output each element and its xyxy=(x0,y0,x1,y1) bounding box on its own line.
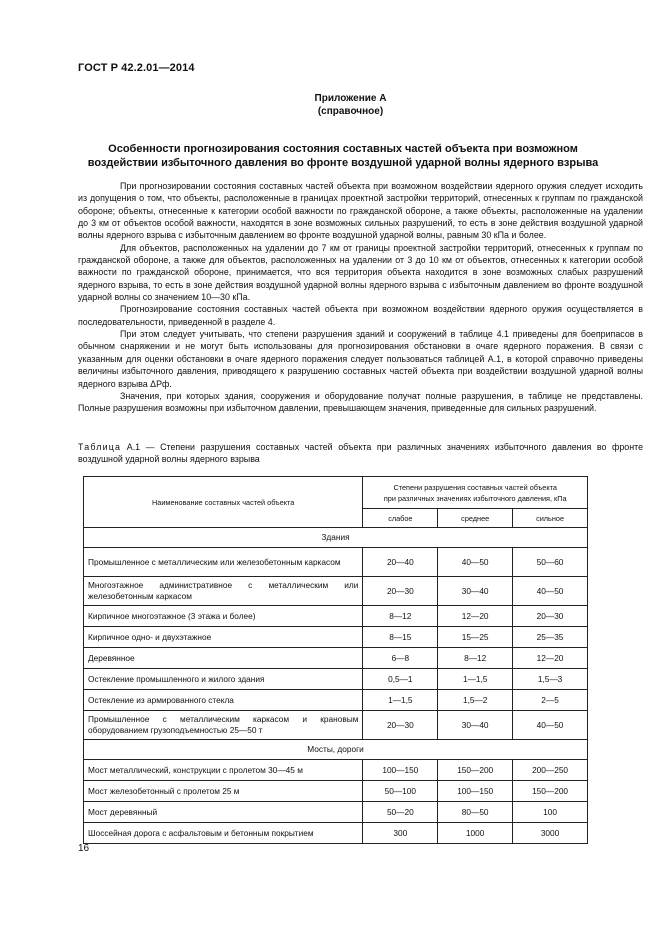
table-cell-value: 25—35 xyxy=(513,627,588,648)
table-cell-value: 80—50 xyxy=(438,802,513,823)
document-code: ГОСТ Р 42.2.01—2014 xyxy=(78,62,195,74)
table-cell-value: 50—60 xyxy=(513,548,588,577)
table-row xyxy=(84,627,588,648)
table-cell-value: 1,5—3 xyxy=(513,669,588,690)
table-cell-value: 20—40 xyxy=(363,548,438,577)
damage-table xyxy=(83,476,588,844)
heading-line-1: Особенности прогнозирования состояния составных частей объекта при возможном xyxy=(108,143,578,155)
table-cell-name: Кирпичное одно- и двухэтажное xyxy=(84,627,363,648)
table-cell-value: 30—40 xyxy=(438,711,513,740)
table-cell-name: Мост деревянный xyxy=(84,802,363,823)
heading-line-2: воздействии избыточного давления во фронте воздушной ударной волны ядерного взрыва xyxy=(87,157,599,169)
table-cell-name: Остекление из армированного стекла xyxy=(84,690,363,711)
table-cell-value: 6—8 xyxy=(363,648,438,669)
column-header-medium: среднее xyxy=(438,509,513,528)
table-cell-value: 20—30 xyxy=(363,577,438,606)
appendix-subtitle: (справочное) xyxy=(317,106,384,117)
paragraph-1: При прогнозировании состояния составных частей объекта при возможном воздействии ядерного оружия следует исходить из допущения о том, что объекты, расположенные в границах проектной застройки территорий, отнесенных к группам по гражданской обороне; объекты, отнесенные к категории особой важности по гражданской обороне, а также объекты, расположенные на удалении до 3 км от объектов особой важности, находятся в зоне возможных сильных разрушений, то есть в зоне действия воздушной ударной волны ядерного взрыва с избыточным давлением во фронте воздушной ударной волны, равным 30 кПа и более. xyxy=(78,181,643,241)
table-cell-value: 40—50 xyxy=(513,711,588,740)
table-section-row xyxy=(84,528,588,548)
table-cell-name: Многоэтажное административное с металлическим или железобетонным каркасом xyxy=(84,577,363,606)
table-caption xyxy=(78,441,643,466)
table-section-title: Здания xyxy=(84,528,588,548)
column-header-group xyxy=(363,477,588,509)
table-cell-name: Мост железобетонный с пролетом 25 м xyxy=(84,781,363,802)
table-cell-name: Мост металлический, конструкции с пролетом 30—45 м xyxy=(84,760,363,781)
table-cell-name: Деревянное xyxy=(84,648,363,669)
paragraph-4: При этом следует учитывать, что степени разрушения зданий и сооружений в таблице 4.1 приведены для боеприпасов в обычном снаряжении и не могут быть использованы для прогнозирования обстановки в очаге ядерного поражения. В связи с указанным для оценки обстановки в очаге ядерного поражения следует пользоваться таблицей А.1, в которой справочно приведены величины избыточного давления, приводящего к разрушению составных частей объекта при воздействии воздушной ударной волны ядерного взрыва ΔPф. xyxy=(78,329,643,389)
paragraph-2: Для объектов, расположенных на удалении до 7 км от границы проектной застройки территорий, отнесенных к группам по гражданской обороне, а также для объектов, расположенных на удалении от 3 до 10 км от объектов, отнесенных к категории особой важности по гражданской обороне, принимается, что вся территория объекта находится в зоне возможных слабых разрушений ядерного взрыва, то есть в зоне действия воздушной ударной волны ядерного взрыва с избыточным давлением во фронте воздушной ударной волны со значением 10—30 кПа. xyxy=(78,242,643,303)
table-caption-label: Таблица xyxy=(78,442,122,452)
table-cell-value: 100 xyxy=(513,802,588,823)
column-header-group-line-2: при различных значениях избыточного давления, кПа xyxy=(383,493,567,503)
table-section-title: Мосты, дороги xyxy=(84,740,588,760)
table-cell-value: 3000 xyxy=(513,823,588,844)
table-cell-value: 100—150 xyxy=(363,760,438,781)
table-row xyxy=(84,577,588,606)
table-cell-value: 50—100 xyxy=(363,781,438,802)
table-cell-name: Остекление промышленного и жилого здания xyxy=(84,669,363,690)
table-cell-value: 1—1,5 xyxy=(438,669,513,690)
table-cell-value: 30—40 xyxy=(438,577,513,606)
column-header-group-line-1: Степени разрушения составных частей объекта xyxy=(393,482,557,492)
table-cell-value: 12—20 xyxy=(438,606,513,627)
table-cell-value: 300 xyxy=(363,823,438,844)
table-row xyxy=(84,711,588,740)
table-cell-value: 20—30 xyxy=(363,711,438,740)
table-row xyxy=(84,823,588,844)
table-cell-name: Промышленное с металлическим или железобетонным каркасом xyxy=(84,548,363,577)
body-text xyxy=(78,180,643,415)
table-row xyxy=(84,690,588,711)
table-row xyxy=(84,648,588,669)
table-cell-value: 1,5—2 xyxy=(438,690,513,711)
table-row xyxy=(84,802,588,823)
table-cell-value: 2—5 xyxy=(513,690,588,711)
table-row xyxy=(84,781,588,802)
appendix-title: Приложение А xyxy=(314,93,387,104)
table-row xyxy=(84,669,588,690)
table-cell-value: 100—150 xyxy=(438,781,513,802)
table-cell-value: 12—20 xyxy=(513,648,588,669)
table-cell-value: 8—12 xyxy=(438,648,513,669)
paragraph-3: Прогнозирование состояния составных частей объекта при возможном воздействии ядерного оружия осуществляется в последовательности, приведенной в разделе 4. xyxy=(78,304,643,327)
table-cell-value: 150—200 xyxy=(438,760,513,781)
page-number: 16 xyxy=(78,843,90,854)
table-row xyxy=(84,760,588,781)
paragraph-5: Значения, при которых здания, сооружения и оборудование получат полные разрушения, в таблице не представлены. Полные разрушения возможны при избыточном давлении, превышающем значения, приведенные для сильных разрушений. xyxy=(78,390,643,414)
table-row xyxy=(84,606,588,627)
table-cell-value: 1000 xyxy=(438,823,513,844)
table-cell-value: 20—30 xyxy=(513,606,588,627)
section-heading xyxy=(78,142,608,170)
table-cell-value: 200—250 xyxy=(513,760,588,781)
column-header-name: Наименование составных частей объекта xyxy=(84,477,363,528)
table-cell-value: 1—1,5 xyxy=(363,690,438,711)
table-cell-value: 40—50 xyxy=(438,548,513,577)
table-row xyxy=(84,548,588,577)
table-section-row xyxy=(84,740,588,760)
table-cell-value: 8—15 xyxy=(363,627,438,648)
table-cell-value: 50—20 xyxy=(363,802,438,823)
table-cell-value: 8—12 xyxy=(363,606,438,627)
table-cell-name: Кирпичное многоэтажное (3 этажа и более) xyxy=(84,606,363,627)
column-header-weak: слабое xyxy=(363,509,438,528)
table-cell-value: 40—50 xyxy=(513,577,588,606)
table-cell-name: Шоссейная дорога с асфальтовым и бетонным покрытием xyxy=(84,823,363,844)
table-cell-name: Промышленное с металлическим каркасом и крановым оборудованием грузоподъемностью 25—50 т xyxy=(84,711,363,740)
column-header-strong: сильное xyxy=(513,509,588,528)
table-cell-value: 15—25 xyxy=(438,627,513,648)
appendix-header xyxy=(0,92,661,118)
table-cell-value: 150—200 xyxy=(513,781,588,802)
table-caption-text: А.1 — Степени разрушения составных частей объекта при различных значениях избыточного давления во фронте воздушной ударной волны ядерного взрыва xyxy=(78,442,643,465)
table-cell-value: 0,5—1 xyxy=(363,669,438,690)
